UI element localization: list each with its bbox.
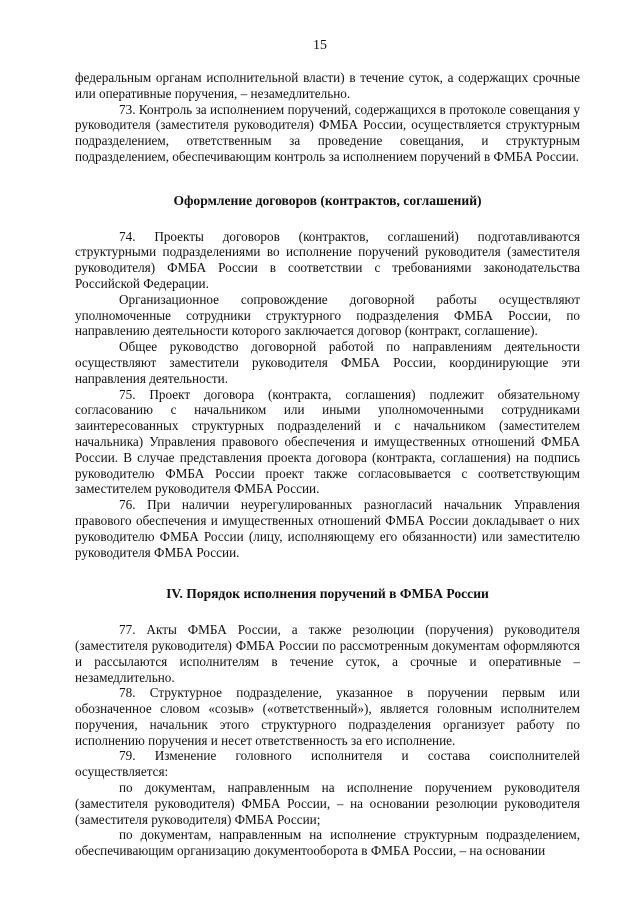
paragraph-76: 76. При наличии неурегулированных разногласий начальник Управления правового обеспечения и имущественных отношений ФМБА России докладывает о них руководителю ФМБА России (лицу, исполняющему его обязанности) или заместителю руководителя ФМБА России. — [75, 497, 580, 560]
paragraph-75: 75. Проект договора (контракта, соглашения) подлежит обязательному согласованию с начальником или иными уполномоченными сотрудниками заинтересованных структурных подразделений и с начальником (заместителем начальника) Управления правового обеспечения и имущественных отношений ФМБА России. В случае представления проекта договора (контракта, соглашения) на подпись руководителю ФМБА России проект также согласовывается с соответствующим заместителем руководителя ФМБА России. — [75, 386, 580, 497]
paragraph-74-support: Организационное сопровождение договорной работы осуществляют уполномоченные сотрудники структурного подразделения ФМБА России, по направлению деятельности которого заключается договор (контракт, соглашение). — [75, 291, 580, 339]
paragraph-73: 73. Контроль за исполнением поручений, содержащихся в протоколе совещания у руководителя (заместителя руководителя) ФМБА России, осуществляется структурным подразделением, ответственным за проведение совещания, и структурным подразделением, обеспечивающим контроль за исполнением поручений в ФМБА России. — [75, 101, 580, 164]
paragraph-79-item-2: по документам, направленным на исполнение структурным подразделением, обеспечивающим организацию документооборота в ФМБА России, – на основании — [75, 827, 580, 859]
document-body — [75, 70, 580, 859]
page-number: 15 — [313, 38, 327, 53]
paragraph-77: 77. Акты ФМБА России, а также резолюции (поручения) руководителя (заместителя руководителя) ФМБА России по рассмотренным документам оформляются и рассылаются исполнителям в течение суток, а срочные и оперативные – незамедлительно. — [75, 622, 580, 685]
paragraph-79-item-1: по документам, направленным на исполнение поручением руководителя (заместителя руководителя) ФМБА России, – на основании резолюции руководителя (заместителя руководителя) ФМБА России; — [75, 780, 580, 827]
paragraph-continuation: федеральным органам исполнительной власти) в течение суток, а содержащих срочные или оперативные поручения, – незамедлительно. — [75, 70, 580, 101]
section-heading-contracts: Оформление договоров (контрактов, соглашений) — [173, 192, 482, 208]
paragraph-78: 78. Структурное подразделение, указанное в поручении первым или обозначенное словом «созыв» («ответственный»), является головным исполнителем поручения, начальник этого структурного подразделения организует работу по исполнению поручения и несет ответственность за его исполнение. — [75, 685, 580, 748]
paragraph-74-management: Общее руководство договорной работой по направлениям деятельности осуществляют заместители руководителя ФМБА России, координирующие эти направления деятельности. — [75, 339, 580, 386]
paragraph-74: 74. Проекты договоров (контрактов, соглашений) подготавливаются структурными подразделениями во исполнение поручений руководителя (заместителя руководителя) ФМБА России в соответствии с требованиями законодательства Российской Федерации. — [75, 228, 580, 291]
section-heading-iv: IV. Порядок исполнения поручений в ФМБА России — [166, 586, 489, 602]
paragraph-79: 79. Изменение головного исполнителя и состава соисполнителей осуществляется: — [75, 748, 580, 780]
